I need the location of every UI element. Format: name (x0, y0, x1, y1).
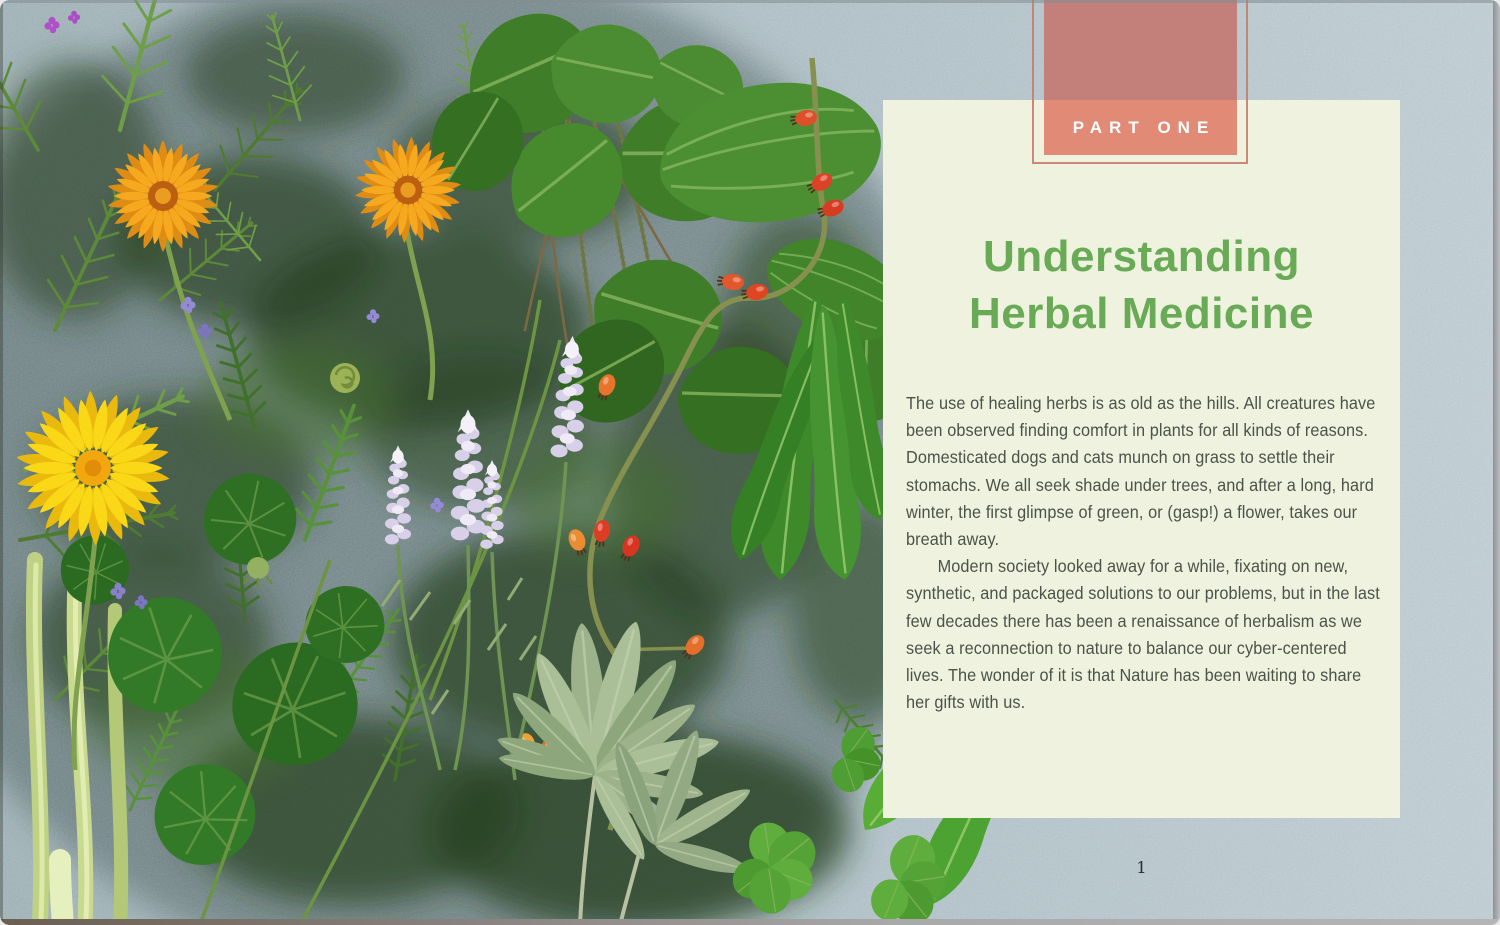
page-title (883, 228, 1400, 342)
page-edge-left (0, 0, 3, 925)
page-number: 1 (1136, 858, 1147, 877)
part-label-box (1044, 0, 1237, 155)
body-text (906, 390, 1382, 716)
page-edge-bottom (0, 919, 1500, 925)
page-edge-top (0, 0, 1500, 3)
body-paragraph-2: Modern society looked away for a while, fixating on new, synthetic, and packaged solutions to our problems, but in the last few decades there has been a renaissance of herbalism as we seek a reconnection to nature to balance our cyber-centered lives. The wonder of it is that Nature has been waiting to share her gifts with us. (906, 556, 1380, 713)
title-line-1: Understanding (983, 232, 1300, 281)
page-edge-right (1493, 0, 1500, 925)
part-label: PART ONE (1072, 118, 1216, 137)
body-paragraph-1: The use of healing herbs is as old as the hills. All creatures have been observed finding comfort in plants for all kinds of reasons. Domesticated dogs and cats munch on grass to settle their stomachs. We all seek shade under trees, and after a long, hard winter, the first glimpse of green, or (gasp!) a flower, takes our breath away. (906, 393, 1376, 550)
title-line-2: Herbal Medicine (969, 289, 1314, 338)
